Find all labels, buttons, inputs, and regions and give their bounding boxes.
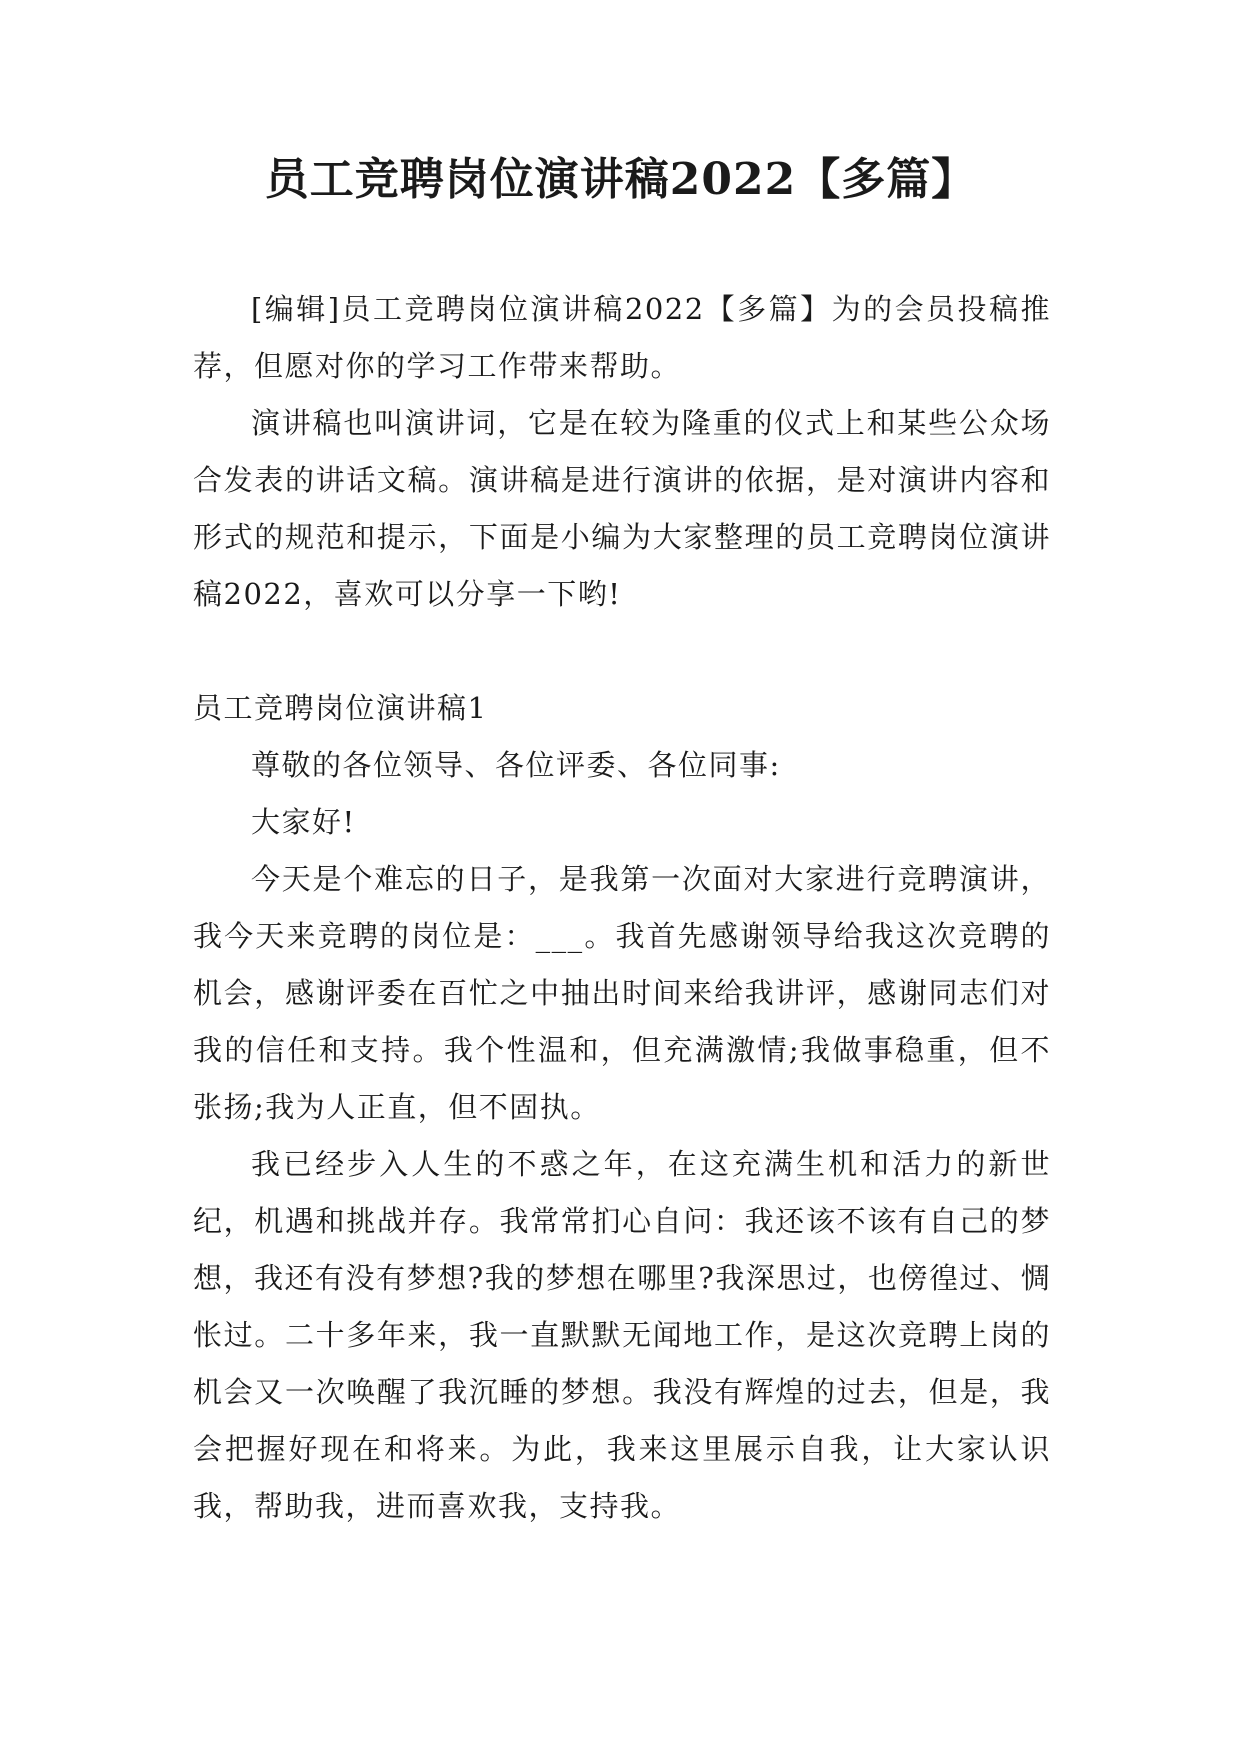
greeting: 大家好! [251, 805, 356, 839]
document-body [193, 281, 1051, 1535]
document-title: 员工竞聘岗位演讲稿2022【多篇】 [264, 154, 977, 205]
intro-paragraph: 演讲稿也叫演讲词，它是在较为隆重的仪式上和某些公众场合发表的讲话文稿。演讲稿是进行演讲的依据，是对演讲内容和形式的规范和提示，下面是小编为大家整理的员工竞聘岗位演讲稿2022，喜欢可以分享一下哟! [193, 406, 1051, 611]
body-paragraph: 今天是个难忘的日子，是我第一次面对大家进行竞聘演讲，我今天来竞聘的岗位是：___。我首先感谢领导给我这次竞聘的机会，感谢评委在百忙之中抽出时间来给我讲评，感谢同志们对我的信任和支持。我个性温和，但充满激情;我做事稳重，但不张扬;我为人正直，但不固执。 [193, 862, 1051, 1124]
body-paragraph: 我已经步入人生的不惑之年，在这充满生机和活力的新世纪，机遇和挑战并存。我常常扪心自问：我还该不该有自己的梦想，我还有没有梦想?我的梦想在哪里?我深思过，也傍徨过、惆怅过。二十多年来，我一直默默无闻地工作，是这次竞聘上岗的机会又一次唤醒了我沉睡的梦想。我没有辉煌的过去，但是，我会把握好现在和将来。为此，我来这里展示自我，让大家认识我，帮助我，进而喜欢我，支持我。 [193, 1147, 1051, 1523]
section-heading: 员工竞聘岗位演讲稿1 [193, 691, 488, 725]
intro-paragraph: [编辑]员工竞聘岗位演讲稿2022【多篇】为的会员投稿推荐，但愿对你的学习工作带来帮助。 [193, 292, 1051, 383]
salutation: 尊敬的各位领导、各位评委、各位同事: [251, 748, 781, 782]
